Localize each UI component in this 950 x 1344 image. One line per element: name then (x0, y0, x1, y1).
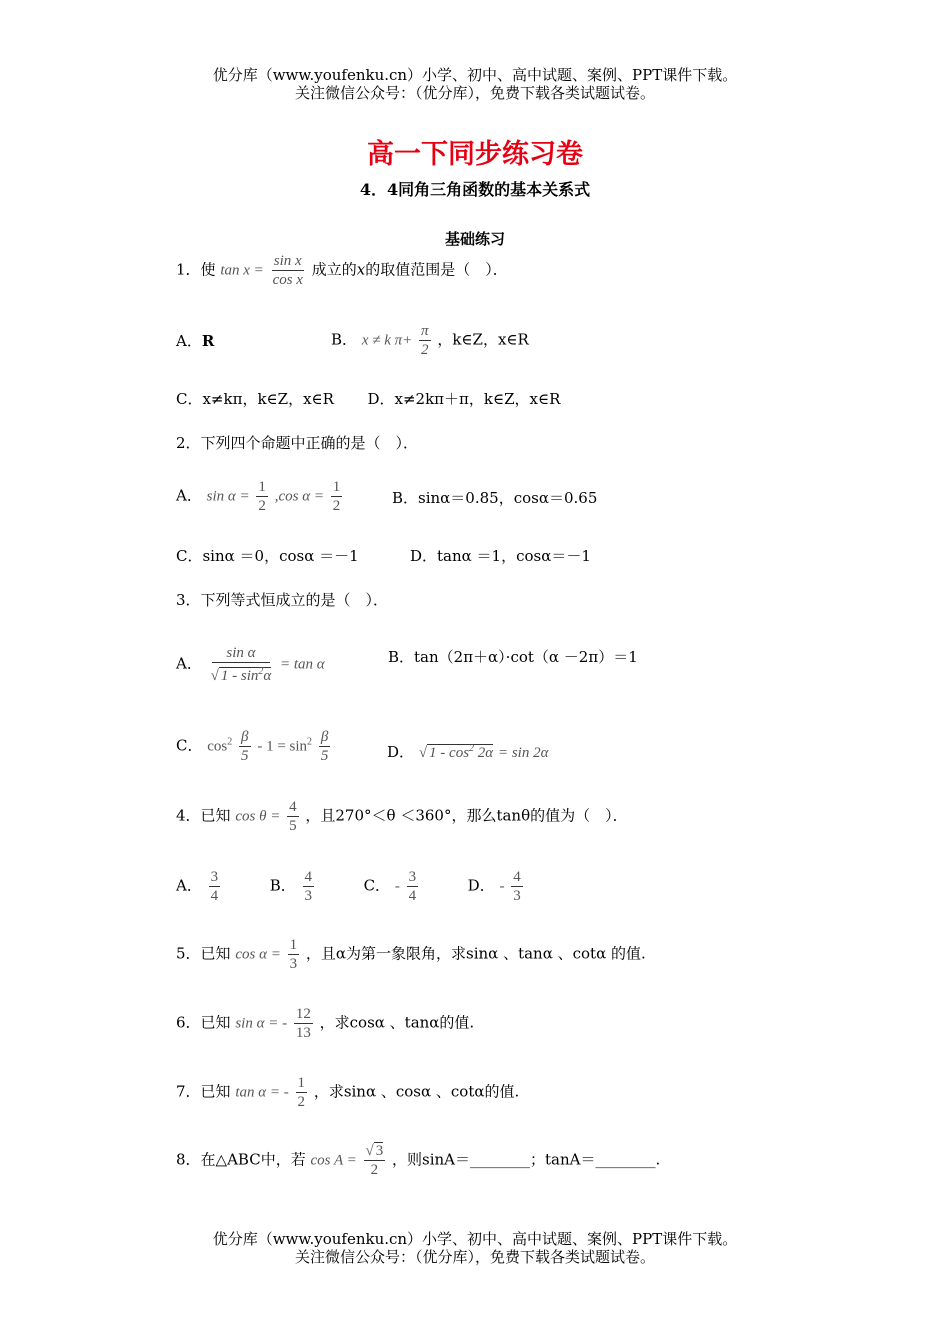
question-2: 2．下列四个命题中正确的是（ ）． (176, 434, 419, 452)
q1-option-b (331, 322, 529, 359)
q1-option-a (176, 331, 214, 351)
q4-a-den: 4 (210, 888, 219, 904)
q8-lhs: cos A = (310, 1152, 357, 1169)
q8-num: √ 3 (365, 1143, 384, 1159)
q2-option-c: C．sinα ＝0，cosα ＝－1 (176, 547, 359, 565)
q7-prefix: 7．已知 (176, 1082, 231, 1101)
q3-c-frac2 (319, 728, 331, 765)
q1-x: x (356, 260, 366, 279)
q1-den: cos x (272, 272, 303, 288)
q8-post: ，则sinA＝________；tanA＝________. (392, 1150, 661, 1169)
q1-c: C．x≠kπ，k∈Z，x∈R (176, 390, 334, 408)
q1-b-math: x ≠ k π+ (361, 332, 413, 349)
q8-prefix: 8．在△ABC中，若 (176, 1150, 306, 1169)
q2-a-cos: ,cos α = (274, 488, 324, 505)
section-heading: 基础练习 (444, 230, 505, 248)
q4-d-label: D． (467, 876, 495, 895)
q4-num: 4 (289, 799, 297, 815)
header-line-2: 关注微信公众号：（优分库），免费下载各类试题试卷。 (294, 84, 655, 102)
q1-options-cd (176, 389, 560, 409)
q2-a-num2: 1 (332, 479, 341, 495)
q2-a-num1: 1 (258, 479, 266, 495)
q4-d-num: 4 (513, 869, 521, 885)
q6-lhs: sin α = - (235, 1015, 288, 1032)
question-8 (176, 1142, 660, 1179)
q4-d-frac (511, 868, 523, 905)
q5-fraction (288, 936, 300, 973)
question-5 (176, 936, 646, 973)
q2-option-a (176, 478, 344, 515)
q5-num: 1 (289, 937, 298, 953)
q1-prefix: 1．使 (176, 260, 216, 279)
q8-num-root: 3 (375, 1143, 384, 1159)
q4-prefix: 4．已知 (176, 806, 231, 825)
page-title: 高一下同步练习卷 (367, 139, 583, 170)
q4-c-num: 3 (408, 869, 417, 885)
q4-options (176, 868, 525, 905)
q3-c-num2: β (320, 729, 329, 745)
q1-post: 成立的 (311, 260, 357, 279)
q4-c-frac (407, 868, 419, 905)
q4-c-sign: - (394, 878, 400, 895)
q5-lhs: cos α = (235, 946, 281, 963)
q3-c-num1: β (241, 729, 249, 745)
header-line-1: 优分库（www.youfenku.cn）小学、初中、高中试题、案例、PPT课件下载。 (212, 66, 738, 84)
q3-c-cos: cos (207, 738, 228, 755)
q2-a-den1: 2 (258, 498, 266, 514)
q3-option-c (176, 728, 332, 765)
q3-c-sup1: 2 (227, 736, 233, 748)
q7-post: ，求sinα 、cosα 、cotα的值. (313, 1082, 520, 1101)
question-7 (176, 1074, 519, 1111)
q3-d-root-post: 2α (477, 745, 494, 761)
footer-line-2: 关注微信公众号：（优分库），免费下载各类试题试卷。 (294, 1248, 655, 1266)
q1-a-value: R (201, 332, 215, 350)
question-6 (176, 1005, 474, 1042)
q3-c-den2: 5 (320, 748, 329, 764)
question-4 (176, 798, 628, 835)
q1-lhs: tan x = (220, 262, 264, 279)
q3-c-frac1 (239, 728, 251, 765)
q1-b-num: π (421, 323, 429, 339)
q6-prefix: 6．已知 (176, 1013, 231, 1032)
q1-a-label: A． (176, 332, 202, 350)
q4-fraction (287, 798, 299, 835)
q1-num: sin x (273, 253, 302, 269)
q3-option-d (387, 739, 548, 763)
q3-c-den1: 5 (241, 748, 249, 764)
q3-d-sup: 2 (469, 743, 475, 754)
q7-lhs: tan α = - (235, 1084, 289, 1101)
q3-a-den-text: 1 - sin (220, 668, 259, 684)
q8-fraction (364, 1142, 386, 1179)
q3-a-den-sup: 2 (258, 666, 264, 677)
q4-b-num: 4 (304, 869, 312, 885)
q4-post: ，且270°＜θ ＜360°，那么tanθ的值为（ ）． (305, 806, 628, 825)
q3-c-mid: - 1 = sin (257, 738, 308, 755)
q4-a-label: A． (176, 876, 202, 895)
q4-d-sign: - (499, 878, 505, 895)
q1-b-post: ，k∈Z，x∈R (437, 330, 529, 349)
footer-line-1: 优分库（www.youfenku.cn）小学、初中、高中试题、案例、PPT课件下载。 (212, 1230, 738, 1248)
q7-fraction (296, 1074, 308, 1111)
q7-num: 1 (297, 1075, 306, 1091)
q3-a-fraction (209, 644, 274, 685)
q1-b-fraction (419, 322, 431, 359)
q2-option-d: D．tanα ＝1，cosα＝－1 (410, 547, 591, 565)
q2-a-frac1 (256, 478, 268, 515)
q4-den: 5 (289, 818, 297, 834)
q1-d: D．x≠2kπ＋π，k∈Z，x∈R (367, 390, 561, 408)
q3-d-root: √ $1 - \cos^2 2\alpha$ (418, 743, 494, 761)
q1-fraction (271, 252, 305, 289)
q3-option-a (176, 644, 325, 685)
q5-den: 3 (289, 956, 298, 972)
q1-b-label: B． (331, 330, 358, 349)
q3-d-label: D． (387, 743, 415, 761)
q6-fraction (294, 1005, 313, 1042)
q3-a-rhs: = tan α (280, 656, 325, 673)
q3-option-b: B．tan（2π＋α）·cot（α －2π）＝1 (388, 648, 638, 666)
q4-a-frac (209, 868, 221, 905)
q6-num: 12 (295, 1006, 311, 1022)
q7-den: 2 (297, 1094, 306, 1110)
question-1 (176, 252, 508, 289)
q3-d-rhs: = sin 2α (497, 745, 549, 761)
q3-a-den-post: α (263, 668, 272, 684)
q3-a-label: A． (176, 654, 202, 673)
q2-a-sin: sin α = (206, 488, 250, 505)
q5-prefix: 5．已知 (176, 944, 231, 963)
q4-lhs: cos θ = (235, 808, 281, 825)
page-subtitle: 4．4同角三角函数的基本关系式 (359, 180, 591, 199)
q4-b-frac (303, 868, 315, 905)
q4-a-num: 3 (210, 869, 219, 885)
q3-c-sup2: 2 (307, 736, 313, 748)
q4-c-label: C． (363, 876, 391, 895)
q3-a-num: sin α (212, 644, 269, 663)
q4-b-den: 3 (304, 888, 312, 904)
q1-post2: 的取值范围是（ ）． (365, 260, 508, 279)
q5-post: ，且α为第一象限角，求sinα 、tanα 、cotα 的值. (305, 944, 646, 963)
q6-den: 13 (295, 1025, 311, 1041)
q3-d-root-text: 1 - cos (429, 745, 470, 761)
q1-b-den: 2 (421, 342, 429, 358)
q8-den: 2 (370, 1162, 379, 1178)
q4-b-label: B． (269, 876, 296, 895)
q2-a-frac2 (331, 478, 343, 515)
q4-d-den: 3 (513, 888, 521, 904)
q4-c-den: 4 (408, 888, 417, 904)
q2-a-label: A． (176, 486, 202, 505)
q2-option-b: B．sinα＝0.85，cosα＝0.65 (392, 489, 598, 507)
question-3: 3．下列等式恒成立的是（ ）． (176, 591, 389, 609)
q3-c-label: C． (176, 736, 203, 755)
q2-a-den2: 2 (332, 498, 341, 514)
q3-a-den: √ $1 - \sin^2\alpha$ (210, 666, 272, 684)
q6-post: ，求cosα 、tanα的值. (319, 1013, 475, 1032)
